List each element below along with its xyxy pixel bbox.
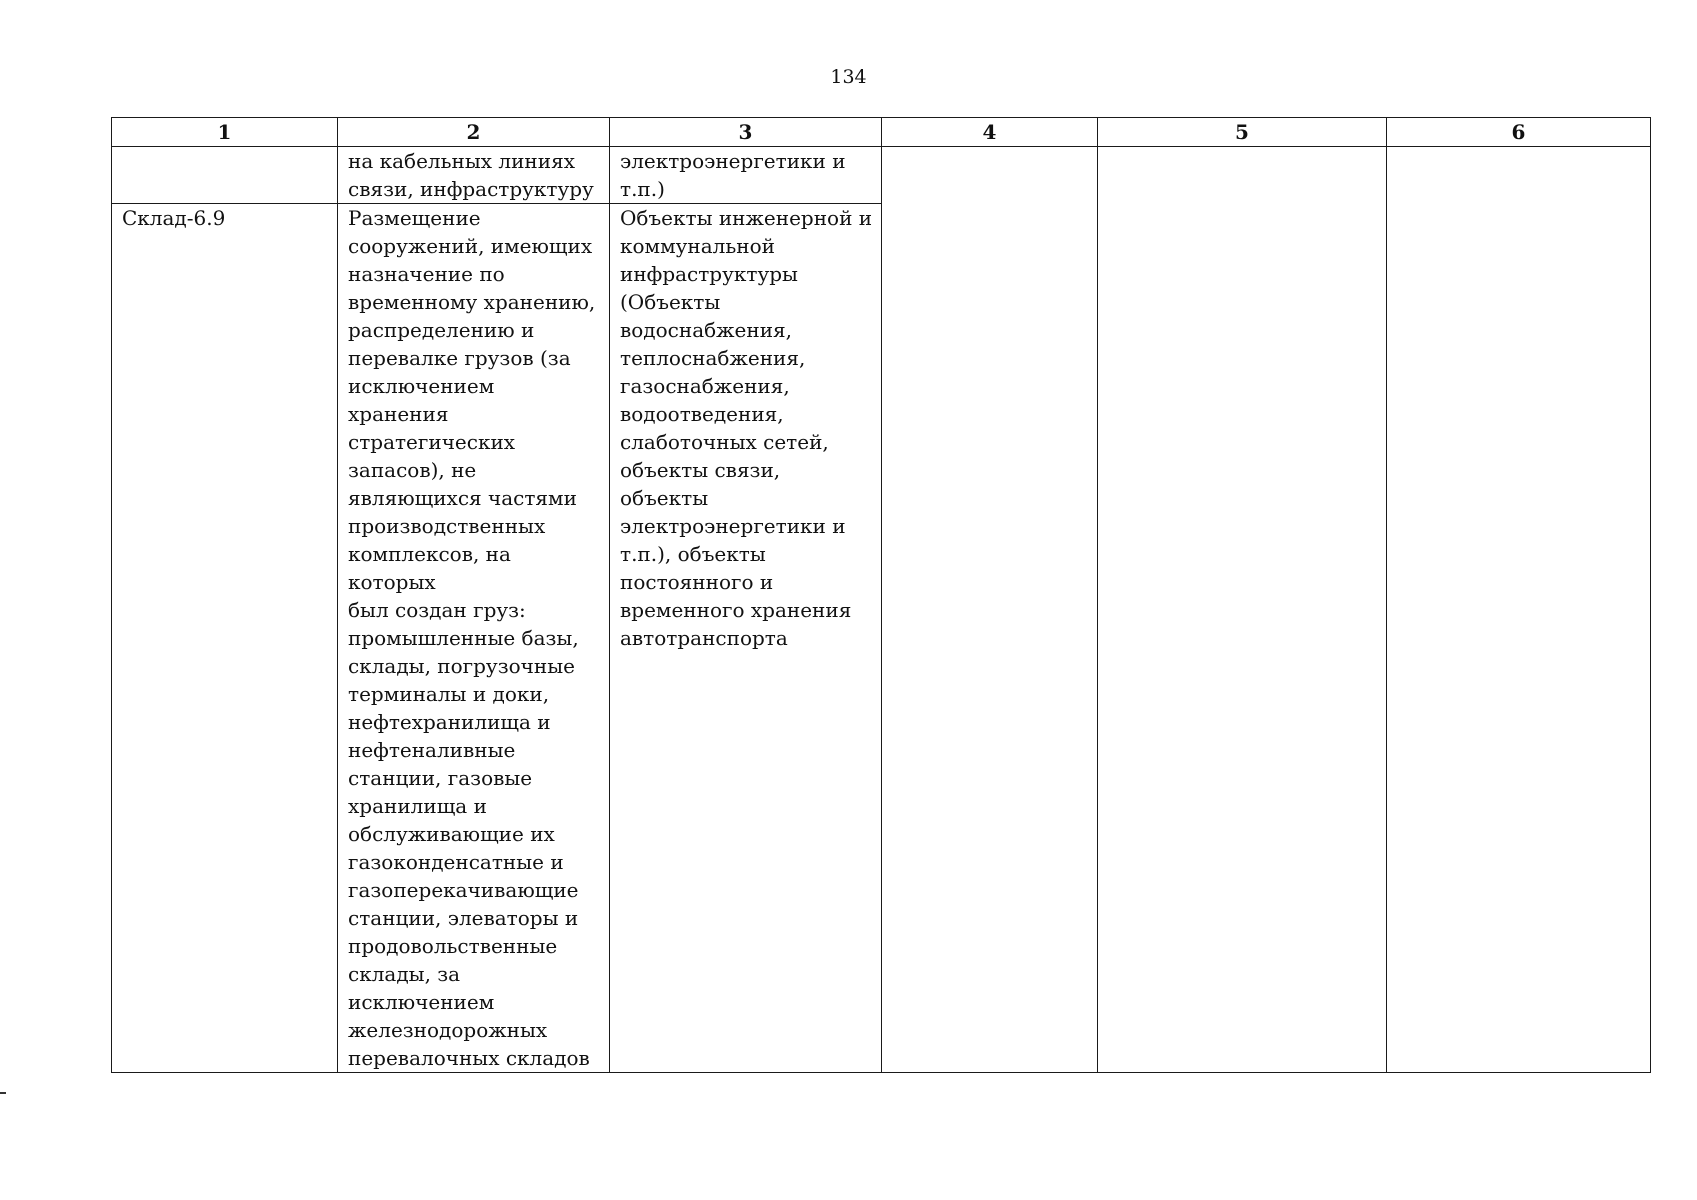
cell-text: Объекты инженерной и коммунальной инфраструктуры (Объекты водоснабжения, теплоснабжения, газоснабжения, водоотведения, слаботочных сетей, объекты связи, объекты электроэнергетики и т.п.), объекты постоянного и временного хранения автотранспорта <box>620 206 873 650</box>
empty-cell-col-6 <box>1387 147 1651 1073</box>
table-row <box>112 147 1651 204</box>
column-header-6: 6 <box>1387 118 1651 147</box>
row-2-col-2 <box>338 204 610 1073</box>
margin-mark <box>0 1092 6 1094</box>
row-1-col-2 <box>338 147 610 204</box>
cell-text: Склад-6.9 <box>122 206 226 230</box>
row-2-col-3 <box>610 204 882 1073</box>
cell-text: Размещение сооружений, имеющих назначение по временному хранению, распределению и перевалке грузов (за исключением хранения стратегических запасов), не являющихся частями производственных комплексов, на которых был создан груз: промышленные базы, склады, погрузочные терминалы и доки, нефтехранилища и нефтеналивные станции, газовые хранилища и обслуживающие их газоконденсатные и газоперекачивающие станции, элеваторы и продовольственные склады, за исключением железнодорожных перевалочных складов <box>348 206 596 1070</box>
row-1-col-1 <box>112 147 338 204</box>
column-header-5: 5 <box>1098 118 1387 147</box>
empty-cell-col-5 <box>1098 147 1387 1073</box>
cell-text: на кабельных линиях связи, инфраструктуру <box>348 149 594 201</box>
cell-text: электроэнергетики и т.п.) <box>620 149 846 201</box>
column-header-2: 2 <box>338 118 610 147</box>
column-header-3: 3 <box>610 118 882 147</box>
empty-cell-col-4 <box>882 147 1098 1073</box>
column-header-4: 4 <box>882 118 1098 147</box>
document-table <box>111 117 1651 1073</box>
row-1-col-3 <box>610 147 882 204</box>
table-header-row <box>112 118 1651 147</box>
page-number: 134 <box>830 66 867 88</box>
column-header-1: 1 <box>112 118 338 147</box>
row-2-col-1 <box>112 204 338 1073</box>
